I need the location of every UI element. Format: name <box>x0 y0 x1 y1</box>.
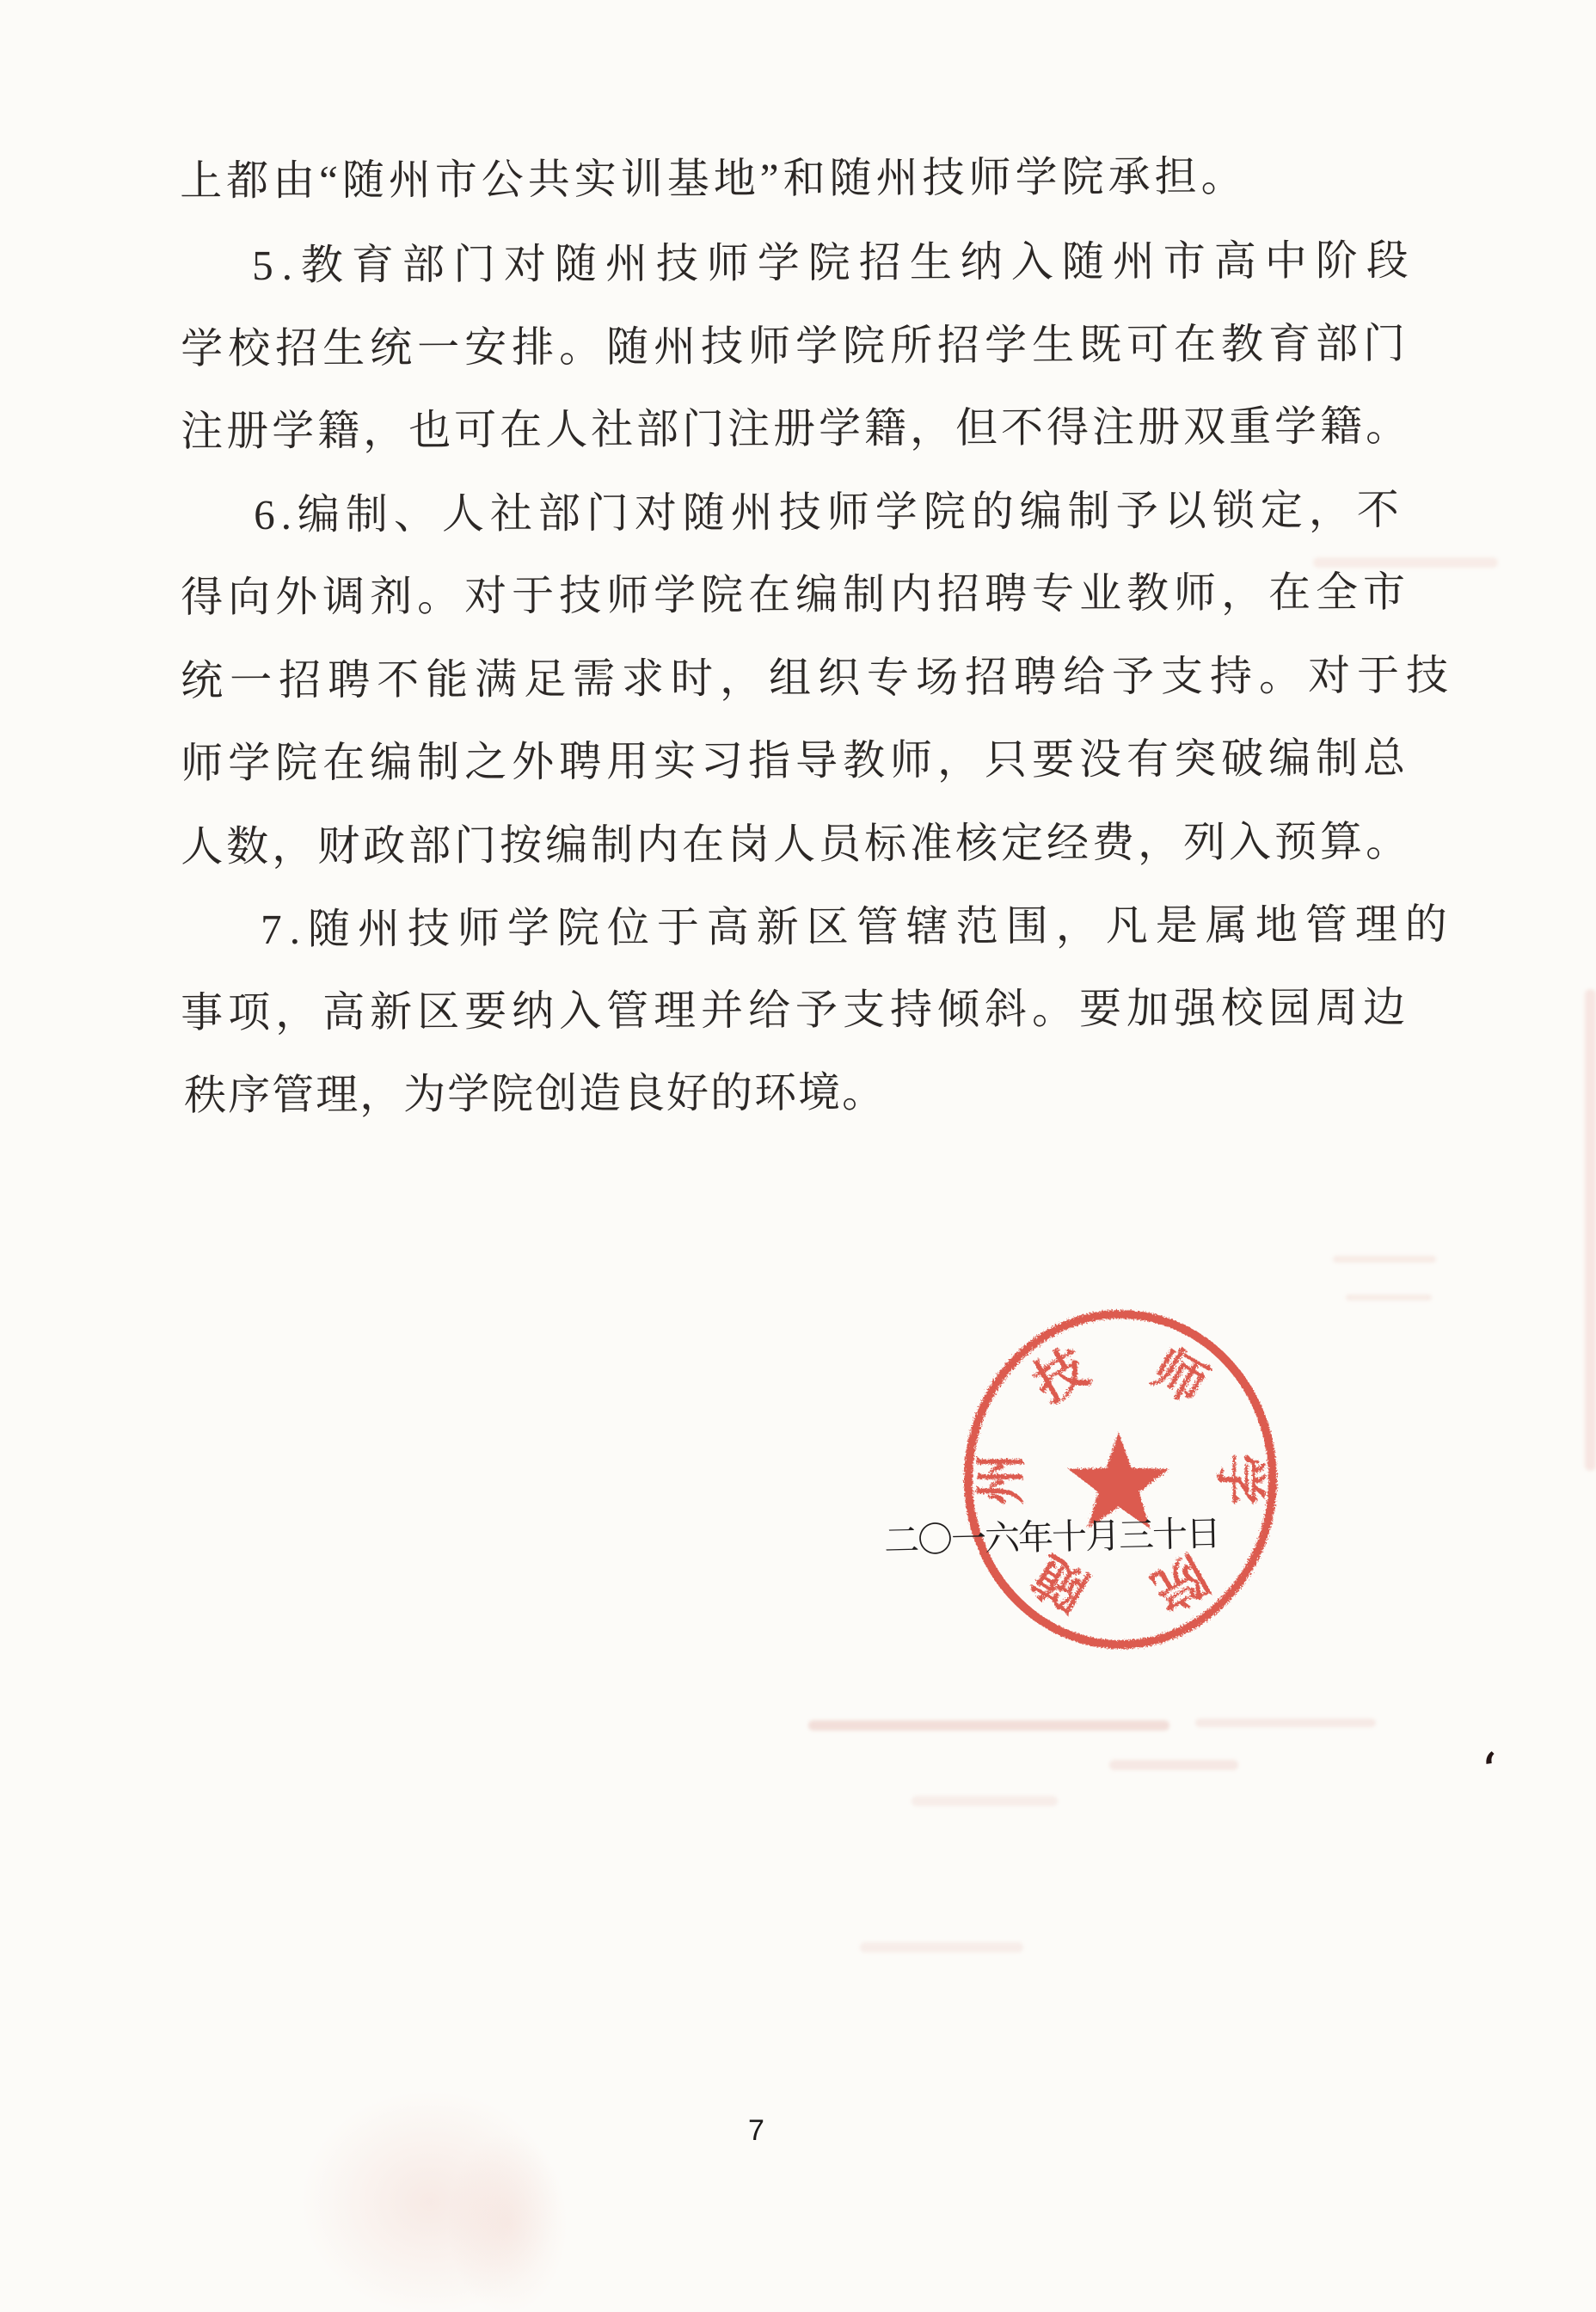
seal-ring-char: 技 <box>1024 1338 1098 1415</box>
body-line: 6.编制、人社部门对随州技师学院的编制予以锁定，不 <box>254 486 1405 538</box>
body-line: 秩序管理，为学院创造良好的环境。 <box>184 1068 887 1119</box>
issue-date: 二〇一六年十月三十日 <box>883 1513 1220 1561</box>
scan-artifact <box>1109 1760 1238 1770</box>
official-seal <box>944 1303 1297 1656</box>
body-line: 师学院在编制之外聘用实习指导教师，只要没有突破编制总 <box>181 734 1411 787</box>
seal-ring-char: 随 <box>1024 1544 1098 1620</box>
ink-speck: ‘ <box>1481 1743 1502 1793</box>
body-line: 事项，高新区要纳入管理并给予支持倾斜。要加强校园周边 <box>181 983 1411 1036</box>
page-number: 7 <box>748 2114 764 2147</box>
scan-artifact <box>1195 1719 1376 1727</box>
scan-artifact <box>912 1796 1058 1806</box>
body-line: 7.随州技师学院位于高新区管辖范围，凡是属地管理的 <box>261 900 1455 953</box>
body-line: 上都由“随州市公共实训基地”和随州技师学院承担。 <box>180 152 1248 205</box>
body-line: 5.教育部门对随州技师学院招生纳入随州市高中阶段 <box>252 237 1417 289</box>
scan-artifact <box>1346 1294 1432 1300</box>
body-line: 统一招聘不能满足需求时，组织专场招聘给予支持。对于技 <box>181 651 1456 704</box>
seal-ring-char: 学 <box>1211 1454 1268 1505</box>
scan-artifact <box>301 2090 559 2312</box>
scan-artifact <box>1333 1256 1436 1263</box>
seal-ring-char: 院 <box>1143 1544 1217 1620</box>
body-line: 人数，财政部门按编制内在岗人员标准核定经费，列入预算。 <box>181 817 1412 870</box>
scan-artifact <box>447 2133 568 2312</box>
body-line: 得向外调剂。对于技师学院在编制内招聘专业教师，在全市 <box>181 568 1411 621</box>
scan-artifact <box>1313 557 1498 568</box>
scan-artifact <box>808 1720 1169 1731</box>
scan-artifact <box>1585 989 1596 1471</box>
seal-ring-char: 师 <box>1143 1338 1217 1415</box>
body-line: 注册学籍，也可在人社部门注册学籍，但不得注册双重学籍。 <box>181 402 1412 455</box>
body-line: 学校招生统一安排。随州技师学院所招学生既可在教育部门 <box>181 319 1411 372</box>
seal-ring-char: 州 <box>973 1454 1030 1505</box>
scan-artifact <box>860 1942 1023 1952</box>
